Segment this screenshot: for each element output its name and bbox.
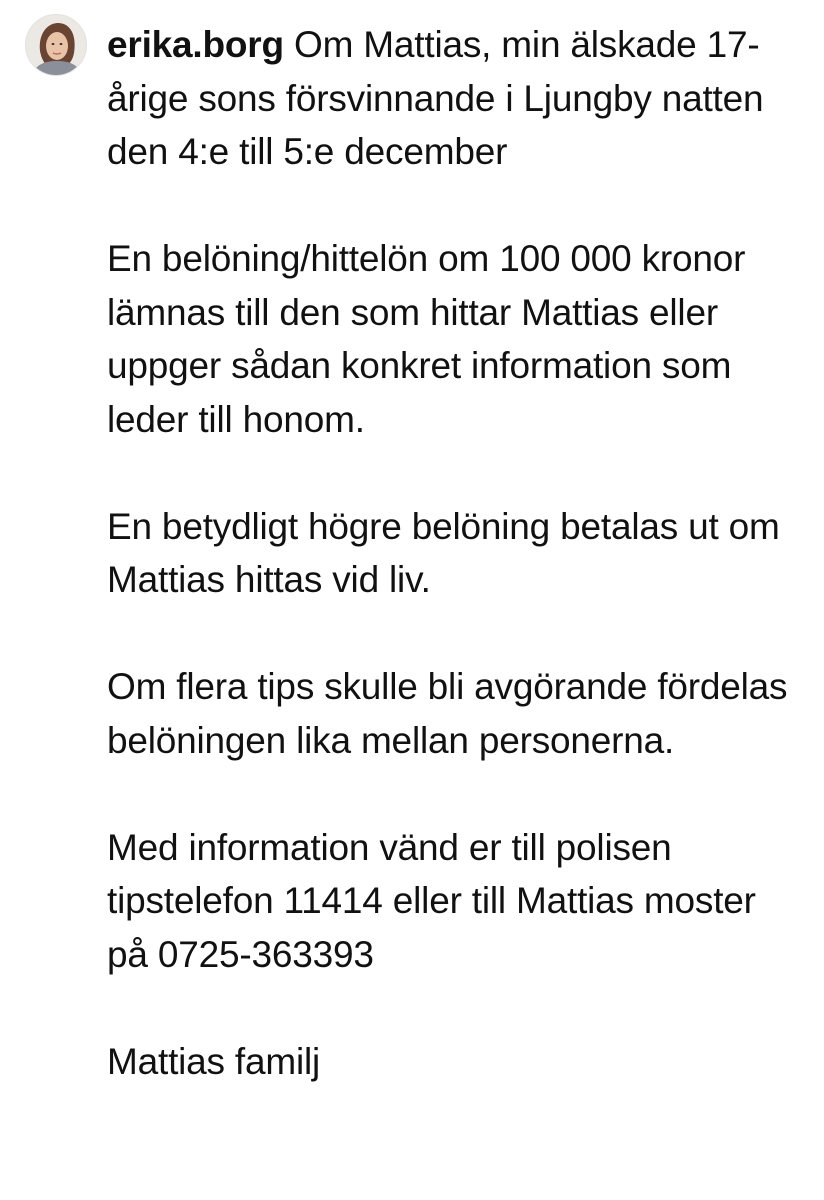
caption-paragraph: En betydligt högre belöning betalas ut om Mattias hittas vid liv. [107, 505, 780, 600]
caption-paragraph: En belöning/hittelön om 100 000 kronor lämnas till den som hittar Mattias eller uppger sådan konkret information som leder till honom. [107, 238, 746, 440]
username-link[interactable]: erika.borg [107, 24, 284, 65]
caption-paragraph: Om flera tips skulle bli avgörande fördelas belöningen lika mellan personerna. [107, 666, 788, 761]
profile-photo-avatar-icon [26, 15, 87, 76]
caption-signature: Mattias familj [107, 1040, 321, 1082]
avatar[interactable] [25, 14, 87, 76]
caption-text [107, 18, 797, 1088]
caption-paragraph [107, 18, 797, 179]
caption-paragraph: Med information vänd er till polisen tipstelefon 11414 eller till Mattias moster på 0725-363393 [107, 826, 756, 975]
caption-intro-text: Om Mattias, min älskade 17-årige sons försvinnande i Ljungby natten den 4:e till 5:e december [107, 24, 764, 172]
